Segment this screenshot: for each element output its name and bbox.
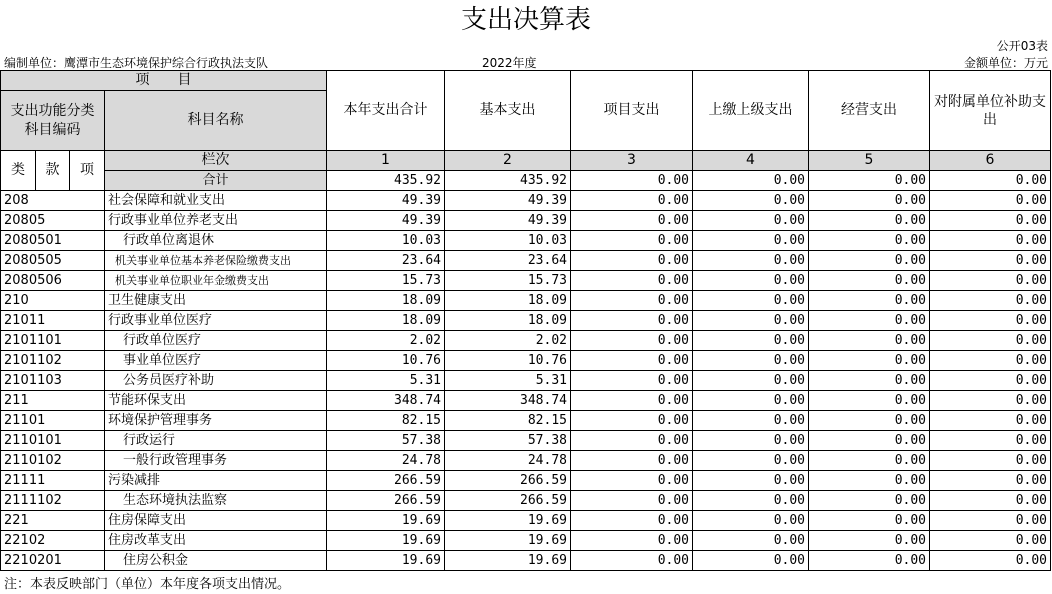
row-value: 266.59 <box>327 471 445 491</box>
total-cell: 435.92 <box>327 171 445 191</box>
row-value: 82.15 <box>445 411 571 431</box>
row-value: 0.00 <box>693 331 809 351</box>
row-value: 0.00 <box>809 271 930 291</box>
row-value: 0.00 <box>571 451 693 471</box>
header-func-code: 支出功能分类科目编码 <box>1 91 105 151</box>
row-subject-name: 环境保护管理事务 <box>105 411 327 431</box>
row-value: 5.31 <box>445 371 571 391</box>
footnote: 注：本表反映部门（单位）本年度各项支出情况。 <box>4 577 291 592</box>
row-value: 23.64 <box>445 251 571 271</box>
row-code: 2101103 <box>1 371 105 391</box>
table-row <box>1 231 1051 251</box>
row-value: 15.73 <box>445 271 571 291</box>
row-value: 0.00 <box>693 391 809 411</box>
row-value: 19.69 <box>445 531 571 551</box>
total-label: 合计 <box>105 171 327 191</box>
table-title: 支出决算表 <box>460 5 591 35</box>
row-value: 0.00 <box>571 491 693 511</box>
row-value: 0.00 <box>693 471 809 491</box>
table-row <box>1 531 1051 551</box>
row-value: 0.00 <box>571 471 693 491</box>
row-value: 0.00 <box>571 331 693 351</box>
row-value: 19.69 <box>445 511 571 531</box>
row-value: 0.00 <box>809 291 930 311</box>
header-col-subsidy: 对附属单位补助支出 <box>930 71 1051 151</box>
row-value: 0.00 <box>930 411 1051 431</box>
row-value: 0.00 <box>571 551 693 571</box>
row-value: 0.00 <box>693 491 809 511</box>
row-value: 0.00 <box>571 311 693 331</box>
row-subject-name: 行政单位离退休 <box>105 231 327 251</box>
row-value: 49.39 <box>327 211 445 231</box>
row-value: 0.00 <box>693 311 809 331</box>
row-value: 0.00 <box>930 291 1051 311</box>
row-value: 0.00 <box>693 271 809 291</box>
amount-unit: 金额单位：万元 <box>963 56 1048 70</box>
row-code: 2210201 <box>1 551 105 571</box>
row-value: 266.59 <box>327 491 445 511</box>
row-value: 0.00 <box>930 471 1051 491</box>
row-code: 20805 <box>1 211 105 231</box>
row-value: 0.00 <box>809 551 930 571</box>
total-cell: 435.92 <box>445 171 571 191</box>
row-value: 0.00 <box>693 251 809 271</box>
row-value: 0.00 <box>930 251 1051 271</box>
row-code: 2080501 <box>1 231 105 251</box>
row-subject-name: 卫生健康支出 <box>105 291 327 311</box>
row-value: 0.00 <box>809 411 930 431</box>
row-value: 18.09 <box>327 291 445 311</box>
row-value: 0.00 <box>930 211 1051 231</box>
header-item-group: 项 目 <box>1 71 327 91</box>
row-subject-name: 社会保障和就业支出 <box>105 191 327 211</box>
row-value: 0.00 <box>809 371 930 391</box>
table-row <box>1 411 1051 431</box>
total-cell: 0.00 <box>809 171 930 191</box>
row-value: 2.02 <box>445 331 571 351</box>
table-row <box>1 331 1051 351</box>
row-value: 0.00 <box>693 211 809 231</box>
row-value: 0.00 <box>571 431 693 451</box>
row-value: 0.00 <box>571 371 693 391</box>
row-code: 21111 <box>1 471 105 491</box>
row-code: 2080505 <box>1 251 105 271</box>
row-value: 49.39 <box>445 191 571 211</box>
header-col-upper: 上缴上级支出 <box>693 71 809 151</box>
row-value: 5.31 <box>327 371 445 391</box>
table-row <box>1 271 1051 291</box>
row-subject-name: 一般行政管理事务 <box>105 451 327 471</box>
row-value: 0.00 <box>809 211 930 231</box>
row-code: 2101101 <box>1 331 105 351</box>
row-value: 0.00 <box>571 531 693 551</box>
row-value: 49.39 <box>445 211 571 231</box>
row-value: 0.00 <box>809 471 930 491</box>
row-code: 2110101 <box>1 431 105 451</box>
header-col-project: 项目支出 <box>571 71 693 151</box>
row-subject-name: 生态环境执法监察 <box>105 491 327 511</box>
row-value: 0.00 <box>809 231 930 251</box>
row-code: 21101 <box>1 411 105 431</box>
fiscal-year: 2022年度 <box>482 56 537 70</box>
row-value: 24.78 <box>327 451 445 471</box>
header-col-operate: 经营支出 <box>809 71 930 151</box>
row-value: 0.00 <box>571 271 693 291</box>
row-value: 2.02 <box>327 331 445 351</box>
total-cell: 0.00 <box>930 171 1051 191</box>
row-value: 0.00 <box>930 391 1051 411</box>
row-value: 0.00 <box>930 311 1051 331</box>
table-body <box>1 191 1051 571</box>
row-value: 0.00 <box>930 491 1051 511</box>
header-xiang: 项 <box>70 151 105 191</box>
row-value: 10.76 <box>327 351 445 371</box>
row-code: 2110102 <box>1 451 105 471</box>
row-value: 0.00 <box>930 371 1051 391</box>
row-subject-name: 节能环保支出 <box>105 391 327 411</box>
row-value: 57.38 <box>445 431 571 451</box>
row-value: 0.00 <box>930 351 1051 371</box>
header-lei: 类 <box>1 151 36 191</box>
row-subject-name: 机关事业单位职业年金缴费支出 <box>105 271 327 291</box>
row-value: 0.00 <box>693 451 809 471</box>
row-value: 18.09 <box>327 311 445 331</box>
table-row <box>1 551 1051 571</box>
row-value: 24.78 <box>445 451 571 471</box>
row-subject-name: 行政单位医疗 <box>105 331 327 351</box>
row-value: 0.00 <box>571 251 693 271</box>
row-value: 0.00 <box>809 391 930 411</box>
table-row <box>1 471 1051 491</box>
table-row <box>1 511 1051 531</box>
col-no-6: 6 <box>930 151 1051 171</box>
row-code: 211 <box>1 391 105 411</box>
row-value: 19.69 <box>327 511 445 531</box>
col-no-4: 4 <box>693 151 809 171</box>
header-row-no: 栏次 <box>105 151 327 171</box>
row-value: 0.00 <box>693 351 809 371</box>
row-value: 0.00 <box>930 191 1051 211</box>
row-value: 0.00 <box>693 531 809 551</box>
row-value: 0.00 <box>930 271 1051 291</box>
row-subject-name: 行政事业单位医疗 <box>105 311 327 331</box>
row-value: 0.00 <box>809 491 930 511</box>
row-value: 0.00 <box>809 351 930 371</box>
header-subject-name: 科目名称 <box>105 91 327 151</box>
row-value: 0.00 <box>571 411 693 431</box>
row-value: 266.59 <box>445 491 571 511</box>
row-code: 2080506 <box>1 271 105 291</box>
row-code: 208 <box>1 191 105 211</box>
header-col-total: 本年支出合计 <box>327 71 445 151</box>
table-row <box>1 191 1051 211</box>
row-value: 0.00 <box>571 211 693 231</box>
row-subject-name: 行政运行 <box>105 431 327 451</box>
row-value: 0.00 <box>693 191 809 211</box>
total-cell: 0.00 <box>571 171 693 191</box>
row-value: 0.00 <box>693 411 809 431</box>
row-value: 0.00 <box>930 231 1051 251</box>
table-row <box>1 291 1051 311</box>
row-value: 0.00 <box>809 531 930 551</box>
header-kuan: 款 <box>36 151 70 191</box>
row-value: 15.73 <box>327 271 445 291</box>
row-value: 0.00 <box>930 531 1051 551</box>
row-value: 0.00 <box>693 511 809 531</box>
row-value: 82.15 <box>327 411 445 431</box>
table-row <box>1 351 1051 371</box>
row-value: 19.69 <box>445 551 571 571</box>
col-no-5: 5 <box>809 151 930 171</box>
table-row <box>1 371 1051 391</box>
row-value: 0.00 <box>693 371 809 391</box>
row-value: 0.00 <box>571 391 693 411</box>
row-value: 0.00 <box>809 451 930 471</box>
row-subject-name: 住房改革支出 <box>105 531 327 551</box>
row-value: 266.59 <box>445 471 571 491</box>
row-value: 0.00 <box>693 551 809 571</box>
header-col-basic: 基本支出 <box>445 71 571 151</box>
row-code: 210 <box>1 291 105 311</box>
table-row <box>1 431 1051 451</box>
row-value: 10.03 <box>445 231 571 251</box>
table-row <box>1 451 1051 471</box>
row-value: 0.00 <box>571 351 693 371</box>
total-cell: 0.00 <box>693 171 809 191</box>
row-value: 19.69 <box>327 531 445 551</box>
row-value: 18.09 <box>445 311 571 331</box>
row-value: 0.00 <box>571 511 693 531</box>
row-value: 0.00 <box>809 191 930 211</box>
row-subject-name: 事业单位医疗 <box>105 351 327 371</box>
row-value: 0.00 <box>809 251 930 271</box>
table-row <box>1 251 1051 271</box>
row-value: 348.74 <box>445 391 571 411</box>
row-value: 0.00 <box>930 511 1051 531</box>
row-value: 0.00 <box>809 331 930 351</box>
row-subject-name: 机关事业单位基本养老保险缴费支出 <box>105 251 327 271</box>
row-subject-name: 行政事业单位养老支出 <box>105 211 327 231</box>
table-row <box>1 491 1051 511</box>
row-value: 0.00 <box>809 511 930 531</box>
row-value: 0.00 <box>693 291 809 311</box>
row-value: 0.00 <box>930 451 1051 471</box>
row-code: 2111102 <box>1 491 105 511</box>
table-row <box>1 311 1051 331</box>
row-value: 10.76 <box>445 351 571 371</box>
form-number: 公开03表 <box>996 39 1048 53</box>
row-subject-name: 公务员医疗补助 <box>105 371 327 391</box>
row-subject-name: 住房保障支出 <box>105 511 327 531</box>
row-value: 0.00 <box>809 311 930 331</box>
row-code: 21011 <box>1 311 105 331</box>
row-value: 18.09 <box>445 291 571 311</box>
row-value: 0.00 <box>571 291 693 311</box>
row-value: 0.00 <box>930 551 1051 571</box>
col-no-3: 3 <box>571 151 693 171</box>
row-value: 10.03 <box>327 231 445 251</box>
table-row <box>1 391 1051 411</box>
row-code: 221 <box>1 511 105 531</box>
row-subject-name: 住房公积金 <box>105 551 327 571</box>
col-no-2: 2 <box>445 151 571 171</box>
row-subject-name: 污染减排 <box>105 471 327 491</box>
row-value: 57.38 <box>327 431 445 451</box>
row-code: 2101102 <box>1 351 105 371</box>
row-value: 0.00 <box>809 431 930 451</box>
row-value: 19.69 <box>327 551 445 571</box>
row-code: 22102 <box>1 531 105 551</box>
row-value: 0.00 <box>571 191 693 211</box>
row-value: 0.00 <box>571 231 693 251</box>
row-value: 348.74 <box>327 391 445 411</box>
row-value: 0.00 <box>930 331 1051 351</box>
row-value: 23.64 <box>327 251 445 271</box>
row-value: 0.00 <box>693 431 809 451</box>
reporting-unit: 编制单位：鹰潭市生态环境保护综合行政执法支队 <box>4 56 269 70</box>
col-no-1: 1 <box>327 151 445 171</box>
row-value: 0.00 <box>693 231 809 251</box>
row-value: 49.39 <box>327 191 445 211</box>
table-row <box>1 211 1051 231</box>
expenditure-table <box>0 70 1051 571</box>
row-value: 0.00 <box>930 431 1051 451</box>
